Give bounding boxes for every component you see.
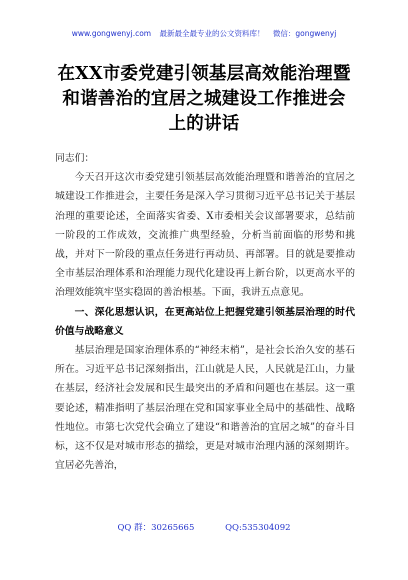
footer-qq: QQ:535304092 bbox=[225, 523, 291, 533]
greeting: 同志们： bbox=[55, 153, 95, 164]
paragraph-section-1: 基层治理是国家治理体系的“神经末梢”，是社会长治久安的基石所在。习近平总书记深刻指出，江山就是人民，人民就是江山，力量在基层，经济社会发展和民生最突出的矛盾和问题也在基层。这一重要论述，精准指明了基层治理在党和国家事业全局中的基础性、战略性地位。市第七次党代会确立了建设“和谐善治的宜居之城”的奋斗目标，这不仅是对城市形态的描绘，更是对城市治理内涵的深刻期许。宜居必先善治， bbox=[55, 345, 355, 472]
paragraph-intro: 今天召开这次市委党建引领基层高效能治理暨和谐善治的宜居之城建设工作推进会，主要任务是深入学习贯彻习近平总书记关于基层治理的重要论述，全面落实省委、X市委相关会议部署要求，总结前一阶段的工作成效，交流推广典型经验，分析当前面临的形势和挑战，并对下一阶段的重点任务进行再动员、再部署。目的就是要推动全市基层治理体系和治理能力现代化建设再上新台阶，以更高水平的治理效能筑牢坚实稳固的善治根基。下面，我讲五点意见。 bbox=[55, 172, 355, 299]
section-heading-1: 一、深化思想认识，在更高站位上把握党建引领基层治理的时代价值与战略意义 bbox=[55, 306, 355, 337]
page-header bbox=[0, 28, 408, 39]
header-wechat: 微信：gongwenyj bbox=[272, 29, 337, 38]
header-slogan: 最新最全最专业的公文资料库！ bbox=[159, 29, 265, 38]
document-body bbox=[55, 149, 355, 475]
page-footer bbox=[0, 521, 408, 533]
header-site-link[interactable]: www.gongwenyj.com bbox=[71, 29, 152, 38]
footer-qq-group: QQ 群：30265665 bbox=[117, 523, 195, 533]
document-title: 在XX市委党建引领基层高效能治理暨和谐善治的宜居之城建设工作推进会上的讲话 bbox=[57, 64, 351, 134]
